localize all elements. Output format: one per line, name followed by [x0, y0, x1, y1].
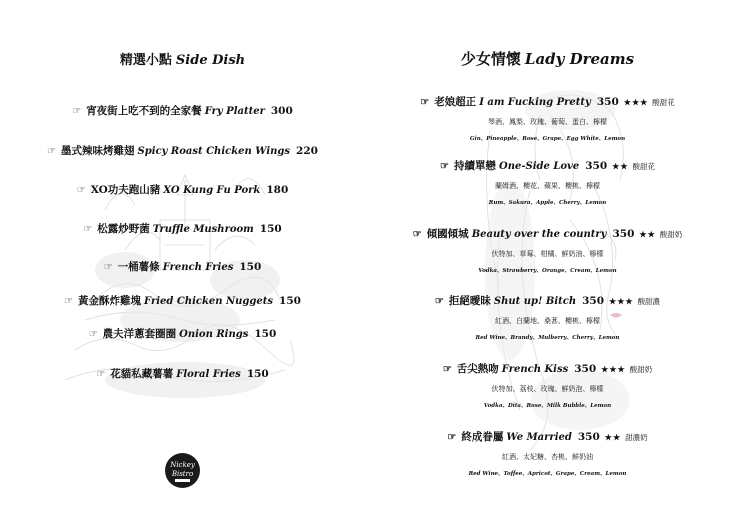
- menu-item: [0, 293, 365, 308]
- item-price: 150: [239, 261, 262, 273]
- pointing-hand-icon: ☞: [83, 224, 93, 235]
- item-name-zh: XO功夫跑山豬: [90, 184, 161, 196]
- ingredients-zh: 紅酒、白蘭地、桑葚、櫻桃、檸檬: [495, 317, 600, 325]
- menu-item: [0, 366, 365, 381]
- item-name-zh: 墨式辣味烤雞翅: [61, 145, 135, 157]
- logo-text: Nickey Bistro: [170, 461, 195, 478]
- bistro-logo: [165, 453, 200, 488]
- item-name-zh: 農夫洋蔥套圈圈: [102, 328, 177, 340]
- item-name-en: Spicy Roast Chicken Wings: [137, 146, 291, 157]
- item-price: 220: [296, 145, 318, 157]
- drink-name-en: Beauty over the country: [471, 229, 607, 240]
- item-price: 150: [279, 295, 301, 307]
- lady-dreams-title-zh: 少女情懷: [460, 50, 521, 68]
- menu-item: [0, 103, 365, 118]
- drink-name-en: Shut up! Bitch: [493, 296, 577, 307]
- ingredients-en: Rum、Sakura、Apple、Cherry、Lemon: [488, 200, 607, 206]
- drink-name-zh: 舌尖熱吻: [456, 363, 499, 375]
- pointing-hand-icon: ☞: [103, 262, 113, 273]
- ingredients-zh: 伏特加、草莓、柑橘、鮮奶油、檸檬: [491, 250, 604, 258]
- item-name-en: Fry Platter: [204, 106, 265, 117]
- lady-dreams-title: [365, 48, 730, 69]
- item-name-en: XO Kung Fu Pork: [163, 185, 261, 196]
- item-price: 150: [254, 328, 277, 340]
- taste-note: 酸甜奶: [659, 230, 683, 239]
- drink-price: 350: [596, 96, 619, 108]
- taste-note: 酸甜花: [652, 98, 675, 107]
- ingredients-zh: 蘭姆酒、櫻花、蘋果、櫻桃、檸檬: [495, 182, 600, 190]
- pointing-hand-icon: ☞: [440, 161, 449, 172]
- pointing-hand-icon: ☞: [72, 106, 82, 117]
- strength-stars: ★★: [639, 229, 656, 239]
- pointing-hand-icon: ☞: [420, 97, 430, 108]
- pointing-hand-icon: ☞: [96, 369, 106, 380]
- strength-stars: ★★: [604, 432, 622, 442]
- strength-stars: ★★★: [623, 97, 649, 107]
- drink-price: 350: [577, 431, 600, 443]
- side-dish-title-en: Side Dish: [175, 53, 246, 68]
- drink-name-zh: 老娘超正: [434, 96, 477, 108]
- pointing-hand-icon: ☞: [76, 185, 86, 196]
- item-name-zh: 花貓私藏薯薯: [110, 368, 174, 380]
- ingredients-en: Vodka、Strawberry、Orange、Cream、Lemon: [478, 268, 617, 274]
- menu-item: [0, 259, 365, 274]
- drink-price: 350: [612, 228, 635, 240]
- ingredients-en: Gin、Pineapple、Rose、Grape、Egg White、Lemon: [469, 136, 626, 142]
- drink-name-zh: 持續單戀: [453, 160, 496, 172]
- taste-note: 酸甜花: [632, 162, 655, 171]
- menu-item: [0, 143, 365, 158]
- menu-item: [0, 326, 365, 341]
- drink-price: 350: [574, 363, 597, 375]
- strength-stars: ★★★: [609, 296, 634, 306]
- item-name-en: Fried Chicken Nuggets: [144, 296, 274, 307]
- pointing-hand-icon: ☞: [434, 296, 444, 307]
- pointing-hand-icon: ☞: [88, 329, 98, 340]
- drink-name-zh: 傾國傾城: [426, 228, 469, 240]
- woman-sketch-illustration: [470, 70, 650, 450]
- ingredients-en: Vodka、Dita、Rose、Milk Bubble、Lemon: [483, 403, 612, 409]
- logo-bar: [175, 479, 190, 482]
- pointing-hand-icon: ☞: [412, 229, 422, 240]
- item-name-zh: 一桶薯條: [117, 261, 160, 273]
- taste-note: 甜濃奶: [625, 433, 648, 442]
- item-price: 300: [270, 105, 293, 117]
- side-dish-title: [0, 49, 365, 68]
- drink-name-zh: 拒絕曖昧: [448, 295, 491, 307]
- item-name-en: French Fries: [162, 262, 234, 273]
- drink-name-en: We Married: [506, 432, 572, 443]
- pointing-hand-icon: ☞: [447, 432, 457, 443]
- drink-price: 350: [582, 295, 605, 307]
- item-name-en: Onion Rings: [179, 329, 249, 340]
- item-price: 180: [266, 184, 289, 196]
- item-name-zh: 黃金酥炸雞塊: [78, 295, 142, 307]
- item-name-zh: 宵夜街上吃不到的全家餐: [86, 105, 202, 117]
- item-name-en: Floral Fries: [176, 369, 241, 380]
- ingredients-zh: 紅酒、太妃糖、杏桃、鮮奶油: [502, 453, 593, 461]
- ingredients-zh: 琴酒、鳳梨、玫瑰、葡萄、蛋白、檸檬: [488, 118, 607, 126]
- drink-price: 350: [585, 160, 608, 172]
- drink-name-en: French Kiss: [501, 364, 569, 375]
- ingredients-zh: 伏特加、荔枝、玫瑰、鮮奶泡、檸檬: [491, 385, 604, 393]
- drink-name-en: One-Side Love: [498, 161, 580, 172]
- strength-stars: ★★★: [601, 364, 626, 374]
- menu-item: [0, 221, 365, 236]
- pointing-hand-icon: ☞: [64, 296, 74, 307]
- item-price: 150: [259, 223, 282, 235]
- ingredients-en: Red Wine、Toffee、Apricot、Grape、Cream、Lemon: [468, 471, 627, 477]
- lips-mark: [610, 313, 622, 318]
- pointing-hand-icon: ☞: [47, 146, 57, 157]
- ingredients-en: Red Wine、Brandy、Mulberry、Cherry、Lemon: [475, 335, 620, 341]
- taste-note: 酸甜濃: [637, 297, 661, 306]
- drink-name-zh: 終成眷屬: [461, 431, 504, 443]
- strength-stars: ★★: [612, 161, 629, 171]
- menu-item: [0, 182, 365, 197]
- pointing-hand-icon: ☞: [442, 364, 452, 375]
- taste-note: 酸甜奶: [629, 365, 653, 374]
- drink-name-en: I am Fucking Pretty: [479, 97, 591, 108]
- side-dish-title-zh: 精選小點: [119, 53, 172, 68]
- item-name-en: Truffle Mushroom: [152, 224, 254, 235]
- item-name-zh: 松露炒野菌: [97, 223, 150, 235]
- lady-dreams-title-en: Lady Dreams: [524, 50, 635, 68]
- item-price: 150: [246, 368, 269, 380]
